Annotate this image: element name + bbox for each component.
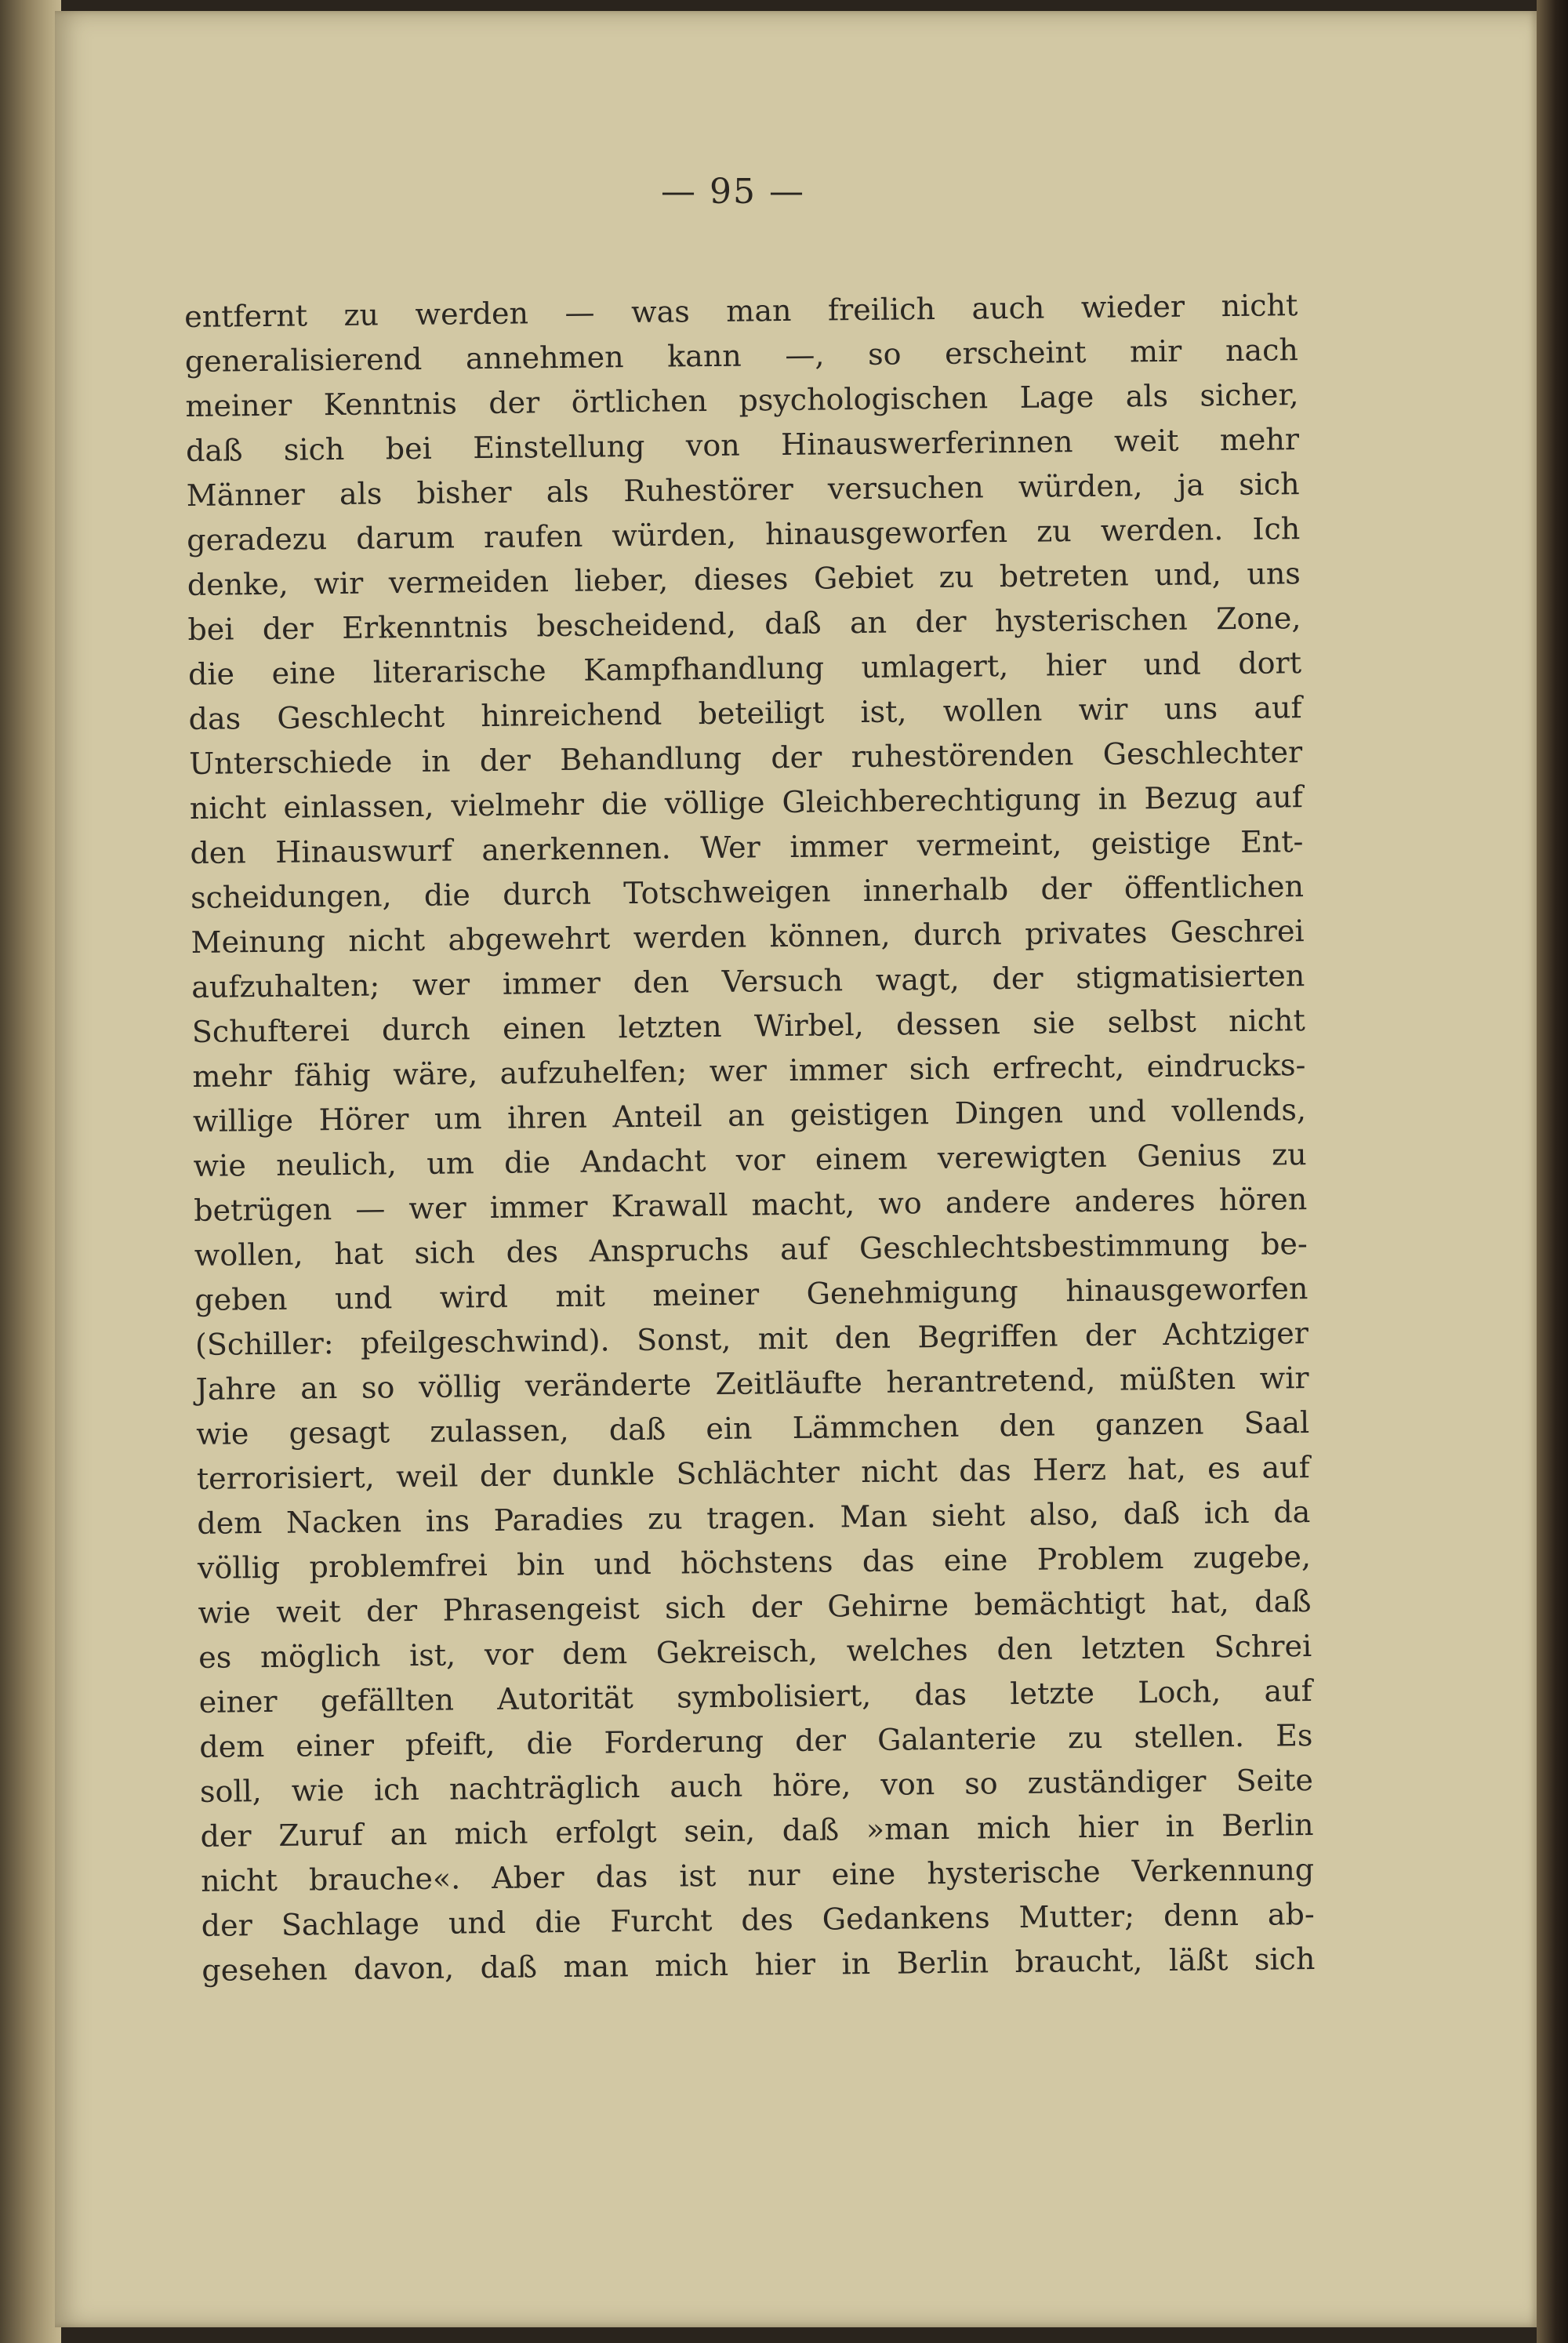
text-line: generalisierend annehmen kann —, so erscheint mir nach [184, 332, 1299, 379]
text-line: dem Nacken ins Paradies zu tragen. Man sieht also, daß ich da [197, 1495, 1311, 1541]
text-line: nicht einlassen, vielmehr die völlige Gleichberechtigung in Bezug auf [189, 779, 1304, 826]
text-line: (Schiller: pfeilgeschwind). Sonst, mit den Begriffen der Achtziger [194, 1316, 1309, 1362]
text-line: dem einer pfeift, die Forderung der Galanterie zu stellen. Es [199, 1718, 1313, 1764]
text-line: Schufterei durch einen letzten Wirbel, dessen sie selbst nicht [191, 1003, 1305, 1049]
text-line: Unterschiede in der Behandlung der ruhestörenden Geschlechter [189, 735, 1303, 781]
text-line: terrorisiert, weil der dunkle Schlächter nicht das Herz hat, es auf [196, 1450, 1310, 1496]
text-line: daß sich bei Einstellung von Hinauswerferinnen weit mehr [185, 422, 1300, 468]
text-line: den Hinauswurf anerkennen. Wer immer vermeint, geistige Ent- [190, 824, 1304, 870]
text-line: soll, wie ich nachträglich auch höre, von so zuständiger Seite [199, 1763, 1314, 1809]
text-line: willige Hörer um ihren Anteil an geistigen Dingen und vollends, [192, 1092, 1307, 1139]
text-line: der Zuruf an mich erfolgt sein, daß »man mich hier in Berlin [200, 1807, 1314, 1854]
text-line: entfernt zu werden — was man freilich auch wieder nicht [184, 288, 1298, 334]
text-line: wie gesagt zulassen, daß ein Lämmchen den ganzen Saal [195, 1405, 1310, 1451]
text-line: Jahre an so völlig veränderte Zeitläufte herantretend, müßten wir [195, 1360, 1309, 1407]
text-line: Männer als bisher als Ruhestörer versuchen würden, ja sich [186, 467, 1300, 513]
text-line: das Geschlecht hinreichend beteiligt ist, wollen wir uns auf [188, 690, 1302, 736]
book-cover-edge [1537, 0, 1568, 2343]
text-line: wie weit der Phrasengeist sich der Gehirne bemächtigt hat, daß [198, 1584, 1312, 1630]
text-line: denke, wir vermeiden lieber, dieses Gebiet zu betreten und, uns [187, 556, 1301, 602]
text-line: Meinung nicht abgewehrt werden können, durch privates Geschrei [191, 914, 1305, 960]
book-spine-edge [0, 0, 61, 2343]
text-line: der Sachlage und die Furcht des Gedankens Mutter; denn ab- [201, 1897, 1315, 1943]
body-text [184, 283, 1316, 1993]
text-line: aufzuhalten; wer immer den Versuch wagt, der stigmatisierten [191, 958, 1305, 1004]
text-line: wie neulich, um die Andacht vor einem verewigten Genius zu [193, 1137, 1307, 1183]
text-line: geben und wird mit meiner Genehmigung hinausgeworfen [194, 1271, 1308, 1317]
text-line: es möglich ist, vor dem Gekreisch, welches den letzten Schrei [198, 1629, 1312, 1675]
text-line: meiner Kenntnis der örtlichen psychologischen Lage als sicher, [185, 377, 1299, 423]
text-line: geradezu darum raufen würden, hinausgeworfen zu werden. Ich [187, 511, 1301, 558]
text-line: mehr fähig wäre, aufzuhelfen; wer immer sich erfrecht, eindrucks- [192, 1048, 1306, 1094]
text-line: betrügen — wer immer Krawall macht, wo andere anderes hören [194, 1182, 1308, 1228]
page-number: — 95 — [661, 172, 805, 212]
text-line: völlig problemfrei bin und höchstens das eine Problem zugebe, [197, 1539, 1312, 1586]
page-sheet [55, 11, 1537, 2327]
text-line: einer gefällten Autorität symbolisiert, das letzte Loch, auf [198, 1673, 1312, 1720]
text-line: scheidungen, die durch Totschweigen innerhalb der öffentlichen [190, 869, 1305, 915]
text-line: wollen, hat sich des Anspruchs auf Geschlechtsbestimmung be- [194, 1226, 1308, 1273]
text-line: bei der Erkenntnis bescheidend, daß an der hysterischen Zone, [187, 601, 1301, 647]
text-line: die eine literarische Kampfhandlung umlagert, hier und dort [187, 645, 1302, 692]
text-line: gesehen davon, daß man mich hier in Berlin braucht, läßt sich [201, 1942, 1316, 1988]
text-line: nicht brauche«. Aber das ist nur eine hysterische Verkennung [200, 1852, 1315, 1898]
